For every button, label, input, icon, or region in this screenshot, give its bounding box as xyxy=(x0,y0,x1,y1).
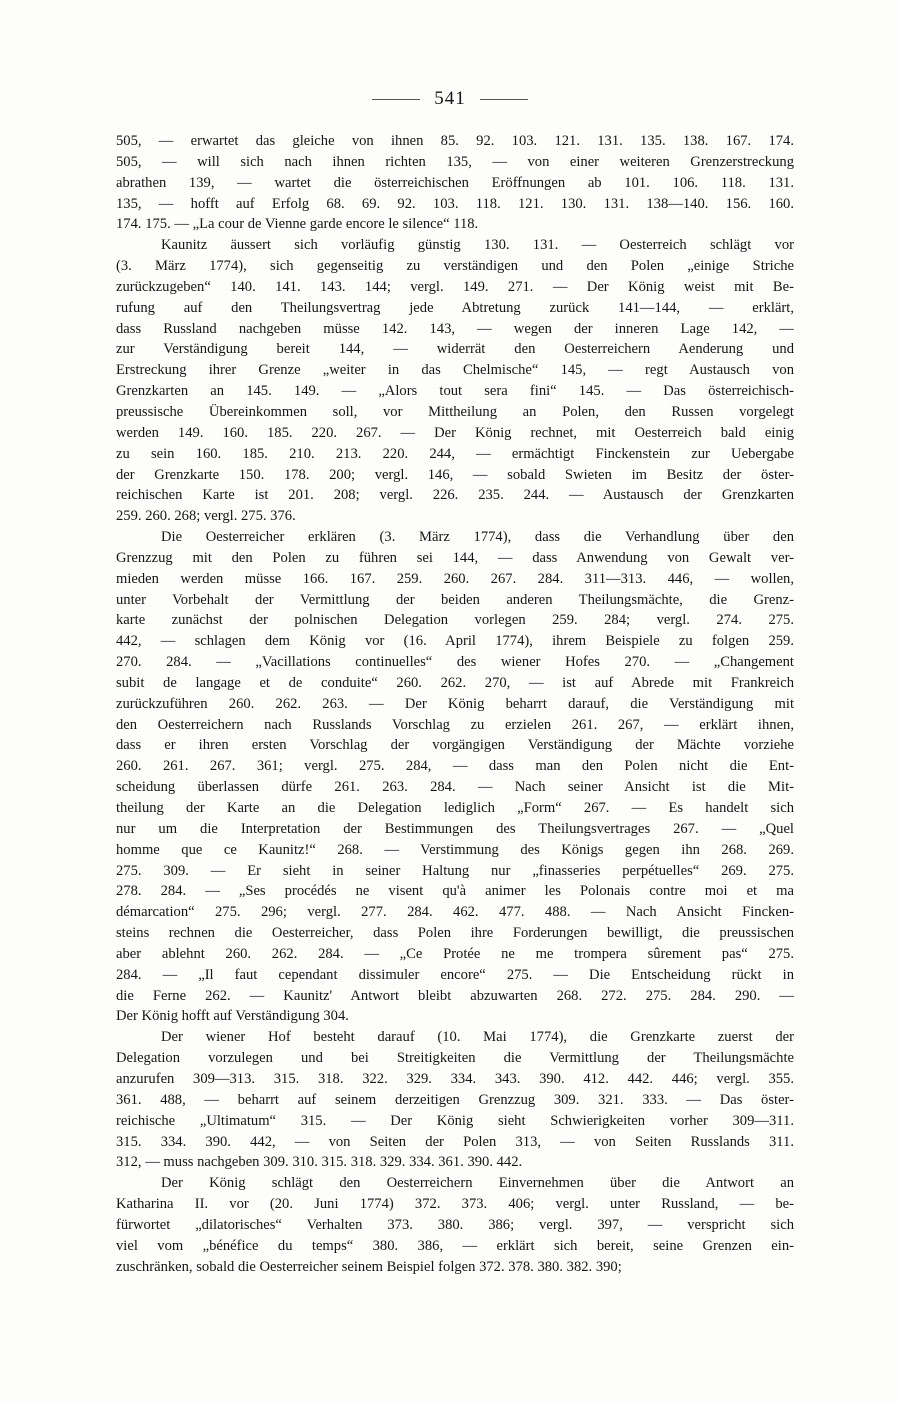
text-line: fürwortet „dilatorisches“ Verhalten 373. 380. 386; vergl. 397, — verspricht sich xyxy=(116,1216,794,1233)
text-line: dass Russland nachgeben müsse 142. 143, — wegen der inneren Lage 142, — xyxy=(116,320,794,337)
header-rule-left xyxy=(372,99,420,100)
text-line: dass er ihren ersten Vorschlag der vorgängigen Verständigung der Mächte vorziehe xyxy=(116,737,794,754)
page-header xyxy=(0,88,900,114)
text-line: die Ferne 262. — Kaunitz' Antwort bleibt abzuwarten 268. 272. 275. 284. 290. — xyxy=(116,987,794,1004)
text-line: Grenzzug mit den Polen zu führen sei 144, — dass Anwendung von Gewalt ver- xyxy=(116,549,794,566)
text-line: zu sein 160. 185. 210. 213. 220. 244, — ermächtigt Finckenstein zur Uebergabe xyxy=(116,445,794,462)
text-line: 505, — erwartet das gleiche von ihnen 85. 92. 103. 121. 131. 135. 138. 167. 174. xyxy=(116,133,794,149)
text-line: unter Vorbehalt der Vermittlung der beiden anderen Theilungsmächte, die Grenz- xyxy=(116,591,794,608)
text-line: 260. 261. 267. 361; vergl. 275. 284, — dass man den Polen nicht die Ent- xyxy=(116,758,794,775)
text-line: Kaunitz äussert sich vorläufig günstig 130. 131. — Oesterreich schlägt vor xyxy=(161,237,794,254)
text-line: Der König hofft auf Verständigung 304. xyxy=(116,1008,349,1025)
text-line: Die Oesterreicher erklären (3. März 1774), dass die Verhandlung über den xyxy=(161,529,794,546)
text-line: rufung auf den Theilungsvertrag jede Abtretung zurück 141—144, — erklärt, xyxy=(116,299,794,316)
text-line: 442, — schlagen dem König vor (16. April 1774), ihrem Beispiele zu folgen 259. xyxy=(116,633,794,650)
text-line: werden 149. 160. 185. 220. 267. — Der König rechnet, mit Oesterreich bald einig xyxy=(116,424,794,441)
text-line: 275. 309. — Er sieht in seiner Haltung nur „finasseries perpétuelles“ 269. 275. xyxy=(116,862,794,879)
text-line: 312, — muss nachgeben 309. 310. 315. 318. 329. 334. 361. 390. 442. xyxy=(116,1154,523,1171)
header-rule-right xyxy=(480,99,528,100)
text-line: Der wiener Hof besteht darauf (10. Mai 1774), die Grenzkarte zuerst der xyxy=(161,1029,794,1046)
text-line: zur Verständigung bereit 144, — widerrät den Oesterreichern Aenderung und xyxy=(116,341,794,358)
text-line: anzurufen 309—313. 315. 318. 322. 329. 334. 343. 390. 412. 442. 446; vergl. 355. xyxy=(116,1070,794,1087)
text-line: scheidung überlassen dürfe 261. 263. 284. — Nach seiner Ansicht ist die Mit- xyxy=(116,779,794,796)
text-line: zurückzugeben“ 140. 141. 143. 144; vergl. 149. 271. — Der König weist mit Be- xyxy=(116,278,794,295)
text-line: (3. März 1774), sich gegenseitig zu verständigen und den Polen „einige Striche xyxy=(116,258,794,275)
text-line: démarcation“ 275. 296; vergl. 277. 284. 462. 477. 488. — Nach Ansicht Fincken- xyxy=(116,904,794,921)
text-line: homme que ce Kaunitz!“ 268. — Verstimmung des Königs gegen ihn 268. 269. xyxy=(116,841,794,858)
text-line: 270. 284. — „Vacillations continuelles“ des wiener Hofes 270. — „Changement xyxy=(116,654,794,671)
text-line: 135, — hofft auf Erfolg 68. 69. 92. 103. 118. 121. 130. 131. 138—140. 156. 160. xyxy=(116,195,794,212)
text-line: viel vom „bénéfice du temps“ 380. 386, — erklärt sich bereit, seine Grenzen ein- xyxy=(116,1237,794,1254)
text-line: 361. 488, — beharrt auf seinem derzeitigen Grenzzug 309. 321. 333. — Das öster- xyxy=(116,1091,794,1108)
text-line: aber ablehnt 260. 262. 284. — „Ce Protée ne me trompera sûrement pas“ 275. xyxy=(116,945,794,962)
text-line: 505, — will sich nach ihnen richten 135, — von einer weiteren Grenzerstreckung xyxy=(116,153,794,170)
text-line: steins rechnen die Oesterreicher, dass Polen ihre Forderungen bewilligt, die preussischen xyxy=(116,925,794,942)
text-line: subit de langage et de conduite“ 260. 262. 270, — ist auf Abrede mit Frankreich xyxy=(116,674,794,691)
text-line: mieden werden müsse 166. 167. 259. 260. 267. 284. 311—313. 446, — wollen, xyxy=(116,570,794,587)
text-line: Erstreckung ihrer Grenze „weiter in das Chelmische“ 145, — regt Austausch von xyxy=(116,362,794,379)
text-line: Delegation vorzulegen und bei Streitigkeiten die Vermittlung der Theilungsmächte xyxy=(116,1050,794,1067)
page-number: 541 xyxy=(434,88,466,109)
text-line: theilung der Karte an die Delegation lediglich „Form“ 267. — Es handelt sich xyxy=(116,800,794,816)
text-line: der Grenzkarte 150. 178. 200; vergl. 146, — sobald Swieten im Besitz der öster- xyxy=(116,466,794,483)
index-paragraph xyxy=(116,235,794,527)
text-line: karte zunächst der polnischen Delegation vorlegen 259. 284; vergl. 274. 275. xyxy=(116,612,794,629)
text-line: Grenzkarten an 145. 149. — „Alors tout sera fini“ 145. — Das österreichisch- xyxy=(116,383,794,400)
text-line: 174. 175. — „La cour de Vienne garde encore le silence“ 118. xyxy=(116,216,479,233)
text-line: reichischen Karte ist 201. 208; vergl. 226. 235. 244. — Austausch der Grenzkarten xyxy=(116,487,794,504)
index-paragraph xyxy=(116,1027,794,1173)
text-line: abrathen 139, — wartet die österreichischen Eröffnungen ab 101. 106. 118. 131. xyxy=(116,174,794,191)
text-line: zurückzuführen 260. 262. 263. — Der König beharrt darauf, die Verständigung mit xyxy=(116,695,794,712)
text-line: preussische Übereinkommen soll, vor Mittheilung an Polen, den Russen vorgelegt xyxy=(116,403,794,420)
index-paragraph xyxy=(116,527,794,1027)
text-line: den Oesterreichern nach Russlands Vorschlag zu erzielen 261. 267, — erklärt ihnen, xyxy=(116,716,794,733)
text-line: nur um die Interpretation der Bestimmungen des Theilungsvertrages 267. — „Quel xyxy=(116,820,794,837)
text-line: 259. 260. 268; vergl. 275. 376. xyxy=(116,508,296,525)
index-text-block xyxy=(116,131,794,1277)
text-line: zuschränken, sobald die Oesterreicher seinem Beispiel folgen 372. 378. 380. 382. 390; xyxy=(116,1258,622,1275)
text-line: 315. 334. 390. 442, — von Seiten der Polen 313, — von Seiten Russlands 311. xyxy=(116,1133,794,1150)
text-line: 278. 284. — „Ses procédés ne visent qu'à animer les Polonais contre moi et ma xyxy=(116,883,794,900)
text-line: reichische „Ultimatum“ 315. — Der König sieht Schwierigkeiten vorher 309—311. xyxy=(116,1112,794,1129)
text-line: Der König schlägt den Oesterreichern Einvernehmen über die Antwort an xyxy=(161,1175,794,1192)
text-line: 284. — „Il faut cependant dissimuler encore“ 275. — Die Entscheidung rückt in xyxy=(116,966,794,983)
text-line: Katharina II. vor (20. Juni 1774) 372. 373. 406; vergl. unter Russland, — be- xyxy=(116,1196,794,1213)
index-paragraph xyxy=(116,1173,794,1277)
index-paragraph xyxy=(116,131,794,235)
